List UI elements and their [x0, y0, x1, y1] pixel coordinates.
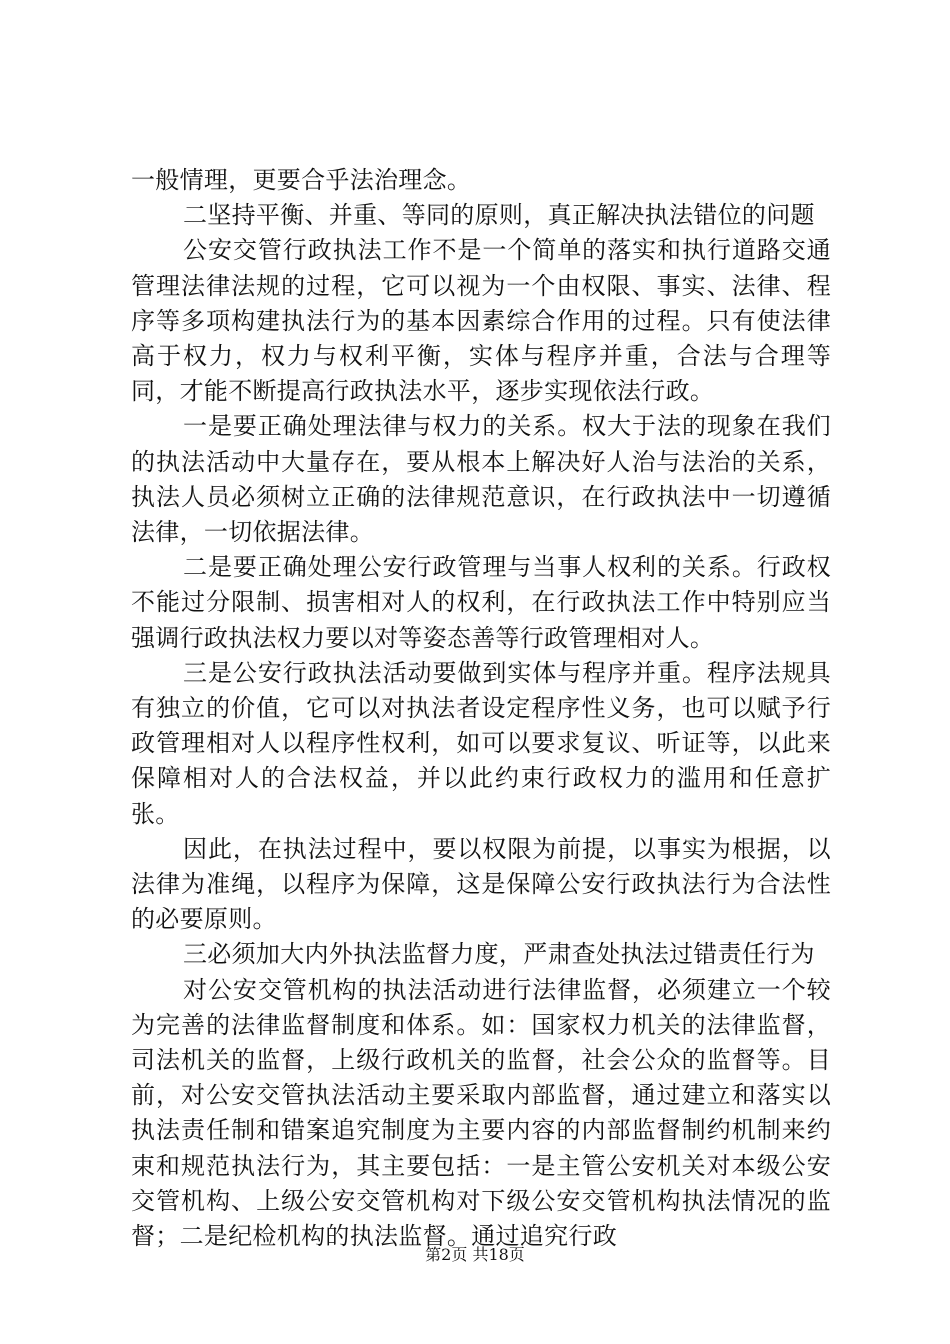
paragraph: 因此，在执法过程中，要以权限为前提，以事实为根据，以法律为准绳，以程序为保障，这是保障公安行政执法行为合法性的必要原则。 — [131, 834, 831, 934]
paragraph: 对公安交管机构的执法活动进行法律监督，必须建立一个较为完善的法律监督制度和体系。如：国家权力机关的法律监督，司法机关的监督，上级行政机关的监督，社会公众的监督等。目前，对公安交管执法活动主要采取内部监督，通过建立和落实以执法责任制和错案追究制度为主要内容的内部监督制约机制来约束和规范执法行为，其主要包括：一是主管公安机关对本级公安交管机构、上级公安交管机构对下级公安交管机构执法情况的监督；二是纪检机构的执法监督。通过追究行政 — [131, 975, 831, 1251]
document-body — [131, 163, 831, 1254]
paragraph: 二是要正确处理公安行政管理与当事人权利的关系。行政权不能过分限制、损害相对人的权利，在行政执法工作中特别应当强调行政执法权力要以对等姿态善等行政管理相对人。 — [131, 553, 831, 652]
paragraph: 三是公安行政执法活动要做到实体与程序并重。程序法规具有独立的价值，它可以对执法者设定程序性义务，也可以赋予行政管理相对人以程序性权利，如可以要求复议、听证等，以此来保障相对人的合法权益，并以此约束行政权力的滥用和任意扩张。 — [131, 658, 831, 828]
paragraph: 公安交管行政执法工作不是一个简单的落实和执行道路交通管理法律法规的过程，它可以视为一个由权限、事实、法律、程序等多项构建执法行为的基本因素综合作用的过程。只有使法律高于权力，权力与权利平衡，实体与程序并重，合法与合理等同，才能不断提高行政执法水平，逐步实现依法行政。 — [131, 236, 831, 406]
paragraph-continuation: 一般情理，更要合乎法治理念。 — [131, 166, 472, 194]
section-heading-3: 三必须加大内外执法监督力度，严肃查处执法过错责任行为 — [183, 940, 815, 969]
paragraph: 一是要正确处理法律与权力的关系。权大于法的现象在我们的执法活动中大量存在，要从根本上解决好人治与法治的关系，执法人员必须树立正确的法律规范意识，在行政执法中一切遵循法律，一切依据法律。 — [131, 412, 831, 547]
page-number-footer: 第2页 共18页 — [425, 1245, 525, 1264]
section-heading-2: 二坚持平衡、并重、等同的原则，真正解决执法错位的问题 — [183, 201, 815, 230]
